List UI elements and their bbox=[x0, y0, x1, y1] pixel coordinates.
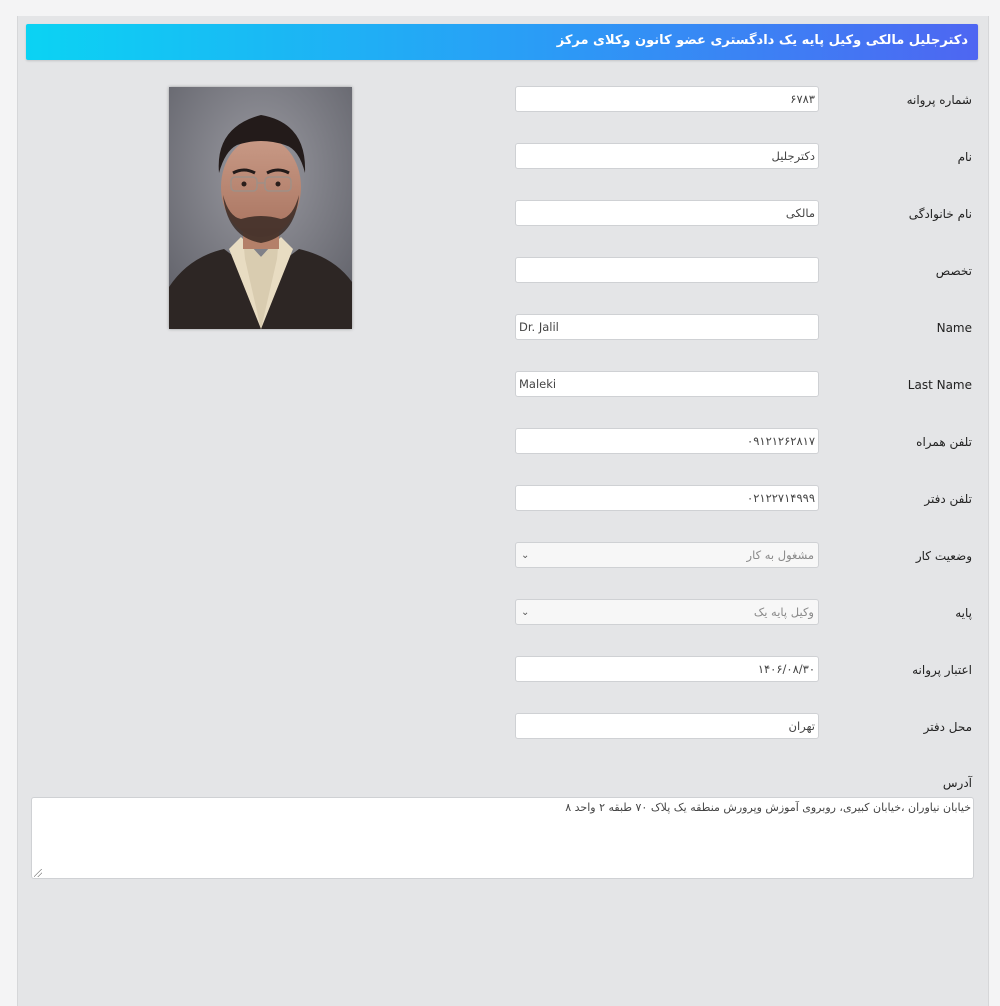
license-validity-field[interactable]: ۱۴۰۶/۰۸/۳۰ bbox=[515, 656, 819, 682]
grade-value: وکیل پایه یک bbox=[753, 605, 814, 619]
address-text: خیابان نیاوران ،خیابان کبیری، روبروی آموزش وپرورش منطقه یک پلاک ۷۰ طبقه ۲ واحد ۸ bbox=[565, 801, 971, 814]
profile-title: دکترجلیل مالکی وکیل پایه یک دادگستری عضو کانون وکلای مرکز bbox=[556, 33, 968, 48]
field-row-license-validity bbox=[18, 656, 988, 684]
field-row-grade bbox=[18, 599, 988, 627]
english-name-label: Name bbox=[936, 321, 972, 335]
license-number-label: شماره پروانه bbox=[906, 93, 972, 107]
last-name-field[interactable]: مالکی bbox=[515, 200, 819, 226]
office-phone-field[interactable]: ۰۲۱۲۲۷۱۴۹۹۹ bbox=[515, 485, 819, 511]
field-row-name-en bbox=[18, 314, 988, 342]
office-location-field[interactable]: تهران bbox=[515, 713, 819, 739]
field-row-mobile bbox=[18, 428, 988, 456]
license-validity-label: اعتبار پروانه bbox=[912, 663, 972, 677]
field-row-last-name bbox=[18, 200, 988, 228]
field-row-first-name bbox=[18, 143, 988, 171]
field-row-work-status bbox=[18, 542, 988, 570]
english-last-name-field[interactable]: Maleki bbox=[515, 371, 819, 397]
work-status-select[interactable] bbox=[515, 542, 819, 568]
last-name-label: نام خانوادگی bbox=[908, 207, 972, 221]
grade-select[interactable] bbox=[515, 599, 819, 625]
office-location-label: محل دفتر bbox=[923, 720, 972, 734]
work-status-value: مشغول به کار bbox=[746, 548, 814, 562]
office-phone-label: تلفن دفتر bbox=[924, 492, 972, 506]
field-row-specialty bbox=[18, 257, 988, 285]
first-name-field[interactable]: دکترجلیل bbox=[515, 143, 819, 169]
mobile-phone-label: تلفن همراه bbox=[916, 435, 972, 449]
english-last-name-label: Last Name bbox=[907, 378, 972, 392]
specialty-label: تخصص bbox=[935, 264, 972, 278]
mobile-phone-field[interactable]: ۰۹۱۲۱۲۶۲۸۱۷ bbox=[515, 428, 819, 454]
field-row-license-number bbox=[18, 86, 988, 114]
resize-grip-icon[interactable] bbox=[34, 869, 42, 877]
chevron-down-icon: ⌄ bbox=[521, 607, 530, 618]
field-row-office-location bbox=[18, 713, 988, 741]
field-row-lastname-en bbox=[18, 371, 988, 399]
address-textarea[interactable] bbox=[31, 797, 974, 879]
chevron-down-icon: ⌄ bbox=[521, 550, 530, 561]
work-status-label: وضعیت کار bbox=[915, 549, 972, 563]
grade-label: پایه bbox=[955, 606, 972, 620]
profile-header bbox=[26, 24, 978, 60]
english-name-field[interactable]: Dr. Jalil bbox=[515, 314, 819, 340]
license-number-field[interactable]: ۶۷۸۳ bbox=[515, 86, 819, 112]
profile-panel bbox=[17, 16, 989, 1006]
field-row-office-phone bbox=[18, 485, 988, 513]
address-label: آدرس bbox=[942, 776, 972, 790]
first-name-label: نام bbox=[957, 150, 972, 164]
specialty-field[interactable] bbox=[515, 257, 819, 283]
